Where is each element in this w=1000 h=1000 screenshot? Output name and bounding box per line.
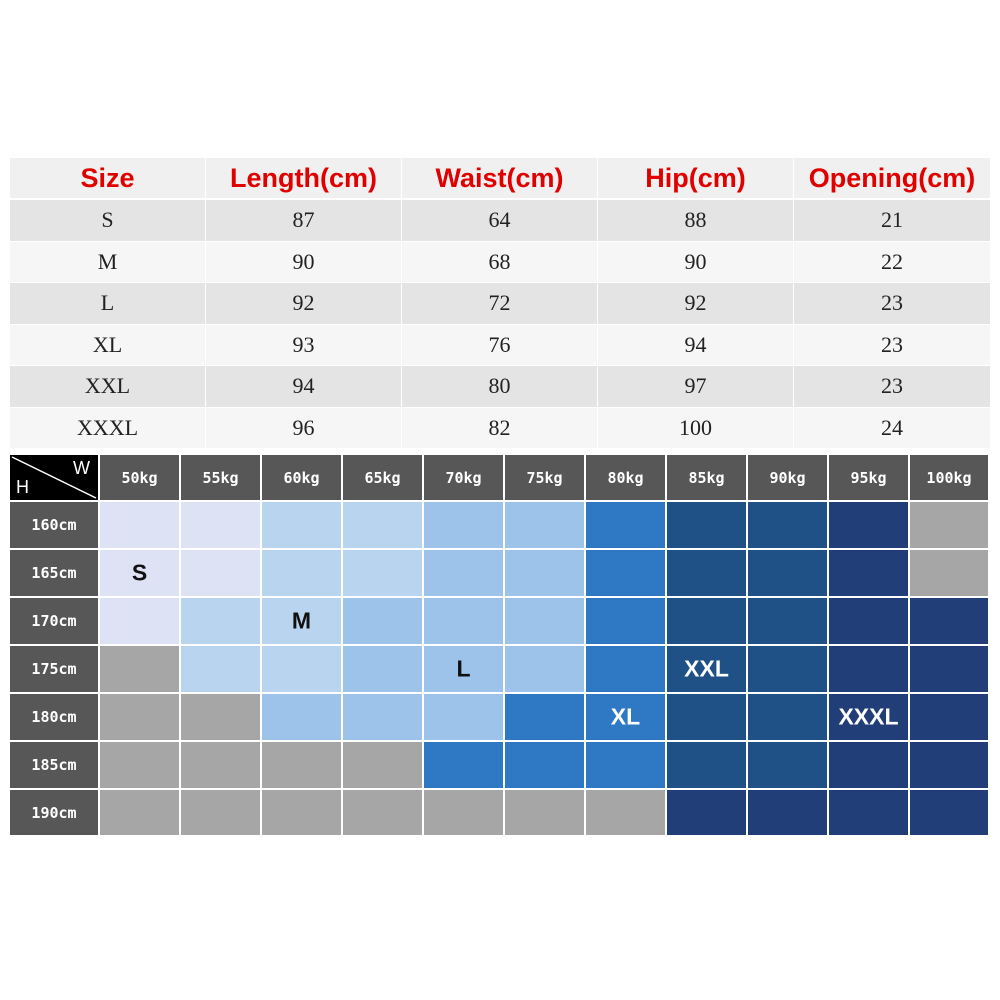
height-header: 175cm bbox=[10, 646, 98, 692]
size-zone-cell-xxxl bbox=[910, 598, 988, 644]
size-zone-label: XXL bbox=[684, 655, 729, 682]
size-zone-cell-xxxl bbox=[910, 694, 988, 740]
size-measurement-table bbox=[10, 158, 990, 449]
size-zone-cell-none bbox=[343, 790, 422, 835]
size-zone-cell-l bbox=[343, 598, 422, 644]
cell-opening: 22 bbox=[881, 248, 903, 274]
size-zone-cell-xl bbox=[505, 694, 584, 740]
size-zone-cell-none bbox=[262, 790, 341, 835]
size-zone-cell-xxxl bbox=[829, 646, 908, 692]
size-zone-cell-m bbox=[262, 550, 341, 596]
size-zone-cell-xl bbox=[586, 550, 665, 596]
size-zone-cell-l bbox=[505, 550, 584, 596]
cell-hip: 88 bbox=[598, 200, 794, 241]
height-axis-letter: H bbox=[16, 477, 29, 497]
size-zone-cell-m bbox=[181, 646, 260, 692]
size-zone-cell-xxl bbox=[748, 742, 827, 788]
cell-length: 87 bbox=[206, 200, 402, 241]
size-zone-cell-none bbox=[910, 550, 988, 596]
size-zone-cell-xxl bbox=[667, 742, 746, 788]
size-zone-cell-xxl bbox=[748, 598, 827, 644]
weight-header: 95kg bbox=[829, 455, 908, 500]
cell-waist: 76 bbox=[402, 325, 598, 366]
height-header: 160cm bbox=[10, 502, 98, 548]
size-zone-cell-m bbox=[343, 550, 422, 596]
size-zone-cell-xxl bbox=[667, 550, 746, 596]
table-row bbox=[10, 408, 990, 450]
weight-header: 55kg bbox=[181, 455, 260, 500]
size-zone-cell-none bbox=[100, 790, 179, 835]
cell-length: 93 bbox=[206, 325, 402, 366]
cell-waist: 72 bbox=[402, 283, 598, 324]
size-zone-cell-none bbox=[424, 790, 503, 835]
size-zone-cell-xxxl bbox=[829, 550, 908, 596]
header-length: Length(cm) bbox=[206, 158, 402, 198]
size-zone-cell-s bbox=[100, 598, 179, 644]
size-zone-cell-l bbox=[424, 550, 503, 596]
size-zone-cell-none bbox=[181, 742, 260, 788]
size-zone-cell-xxl bbox=[667, 598, 746, 644]
weight-header: 90kg bbox=[748, 455, 827, 500]
size-zone-cell-l bbox=[505, 502, 584, 548]
cell-size: XXL bbox=[10, 366, 206, 407]
size-zone-cell-l bbox=[424, 598, 503, 644]
cell-size: XL bbox=[10, 325, 206, 366]
size-zone-label: S bbox=[131, 559, 148, 586]
grid-corner-cell bbox=[10, 455, 98, 500]
size-zone-cell-m bbox=[262, 502, 341, 548]
weight-header: 65kg bbox=[343, 455, 422, 500]
height-header: 180cm bbox=[10, 694, 98, 740]
cell-size: L bbox=[10, 283, 206, 324]
size-zone-cell-xxxl bbox=[829, 598, 908, 644]
size-zone-cell-xxxl bbox=[748, 790, 827, 835]
cell-length: 96 bbox=[206, 408, 402, 449]
size-zone-cell-xxxl bbox=[910, 742, 988, 788]
size-zone-cell-none bbox=[181, 694, 260, 740]
size-zone-cell-xxl bbox=[748, 646, 827, 692]
cell-waist: 82 bbox=[402, 408, 598, 449]
size-zone-label: M bbox=[291, 607, 312, 634]
size-zone-cell-none bbox=[343, 742, 422, 788]
size-zone-cell-xxl bbox=[748, 502, 827, 548]
height-header: 170cm bbox=[10, 598, 98, 644]
size-zone-cell-m bbox=[343, 502, 422, 548]
header-hip: Hip(cm) bbox=[598, 158, 794, 198]
size-zone-cell-xxxl bbox=[910, 790, 988, 835]
size-zone-cell-xxxl bbox=[829, 790, 908, 835]
size-zone-cell-none bbox=[181, 790, 260, 835]
size-zone-cell-s bbox=[181, 502, 260, 548]
cell-size: M bbox=[10, 242, 206, 283]
cell-length: 90 bbox=[206, 242, 402, 283]
cell-hip: 90 bbox=[598, 242, 794, 283]
size-zone-cell-xl bbox=[586, 646, 665, 692]
size-zone-cell-m bbox=[262, 646, 341, 692]
size-zone-label: L bbox=[456, 655, 471, 682]
weight-header: 60kg bbox=[262, 455, 341, 500]
size-zone-cell-l bbox=[343, 646, 422, 692]
weight-header: 50kg bbox=[100, 455, 179, 500]
height-weight-size-guide bbox=[10, 455, 990, 837]
table-row bbox=[10, 242, 990, 284]
size-zone-cell-l bbox=[343, 694, 422, 740]
height-header: 190cm bbox=[10, 790, 98, 835]
weight-header: 70kg bbox=[424, 455, 503, 500]
table-row bbox=[10, 200, 990, 242]
size-zone-cell-xxl bbox=[667, 502, 746, 548]
table-row bbox=[10, 325, 990, 367]
header-waist: Waist(cm) bbox=[402, 158, 598, 198]
weight-axis-letter: W bbox=[73, 458, 90, 478]
cell-length: 92 bbox=[206, 283, 402, 324]
cell-opening: 21 bbox=[881, 207, 903, 233]
cell-opening: 23 bbox=[881, 373, 903, 399]
table-row bbox=[10, 283, 990, 325]
size-zone-cell-xl bbox=[505, 742, 584, 788]
size-zone-cell-xxxl bbox=[829, 742, 908, 788]
size-zone-label: XXXL bbox=[838, 703, 899, 730]
size-zone-cell-s bbox=[100, 502, 179, 548]
size-zone-cell-none bbox=[262, 742, 341, 788]
size-zone-cell-xl bbox=[424, 742, 503, 788]
table-row bbox=[10, 366, 990, 408]
size-zone-cell-l bbox=[505, 598, 584, 644]
height-header: 165cm bbox=[10, 550, 98, 596]
cell-size: S bbox=[10, 200, 206, 241]
size-table-header-row bbox=[10, 158, 990, 200]
weight-header: 100kg bbox=[910, 455, 988, 500]
size-zone-cell-l bbox=[424, 694, 503, 740]
size-zone-cell-none bbox=[505, 790, 584, 835]
size-zone-label: XL bbox=[610, 703, 641, 730]
cell-waist: 80 bbox=[402, 366, 598, 407]
size-zone-cell-none bbox=[100, 646, 179, 692]
cell-waist: 64 bbox=[402, 200, 598, 241]
cell-hip: 97 bbox=[598, 366, 794, 407]
size-zone-cell-none bbox=[586, 790, 665, 835]
size-zone-cell-xxl bbox=[667, 694, 746, 740]
weight-header: 85kg bbox=[667, 455, 746, 500]
cell-opening: 23 bbox=[881, 331, 903, 357]
cell-waist: 68 bbox=[402, 242, 598, 283]
cell-hip: 92 bbox=[598, 283, 794, 324]
size-zone-cell-none bbox=[100, 694, 179, 740]
size-zone-cell-l bbox=[505, 646, 584, 692]
size-zone-cell-l bbox=[262, 694, 341, 740]
cell-hip: 94 bbox=[598, 325, 794, 366]
size-zone-cell-xl bbox=[586, 598, 665, 644]
size-zone-cell-xxl bbox=[748, 550, 827, 596]
weight-header: 80kg bbox=[586, 455, 665, 500]
size-zone-cell-l bbox=[424, 502, 503, 548]
size-zone-cell-none bbox=[910, 502, 988, 548]
size-zone-cell-xl bbox=[586, 502, 665, 548]
cell-size: XXXL bbox=[10, 408, 206, 449]
size-zone-cell-xxxl bbox=[829, 502, 908, 548]
size-zone-cell-xl bbox=[586, 742, 665, 788]
cell-opening: 24 bbox=[881, 414, 903, 440]
size-zone-cell-xxxl bbox=[910, 646, 988, 692]
size-zone-cell-xxxl bbox=[667, 790, 746, 835]
header-opening: Opening(cm) bbox=[808, 162, 976, 193]
size-zone-cell-none bbox=[100, 742, 179, 788]
weight-header: 75kg bbox=[505, 455, 584, 500]
size-zone-cell-s bbox=[181, 550, 260, 596]
size-zone-cell-xxl bbox=[748, 694, 827, 740]
header-size: Size bbox=[10, 158, 206, 198]
cell-length: 94 bbox=[206, 366, 402, 407]
height-header: 185cm bbox=[10, 742, 98, 788]
cell-opening: 23 bbox=[881, 290, 903, 316]
cell-hip: 100 bbox=[598, 408, 794, 449]
size-zone-cell-m bbox=[181, 598, 260, 644]
